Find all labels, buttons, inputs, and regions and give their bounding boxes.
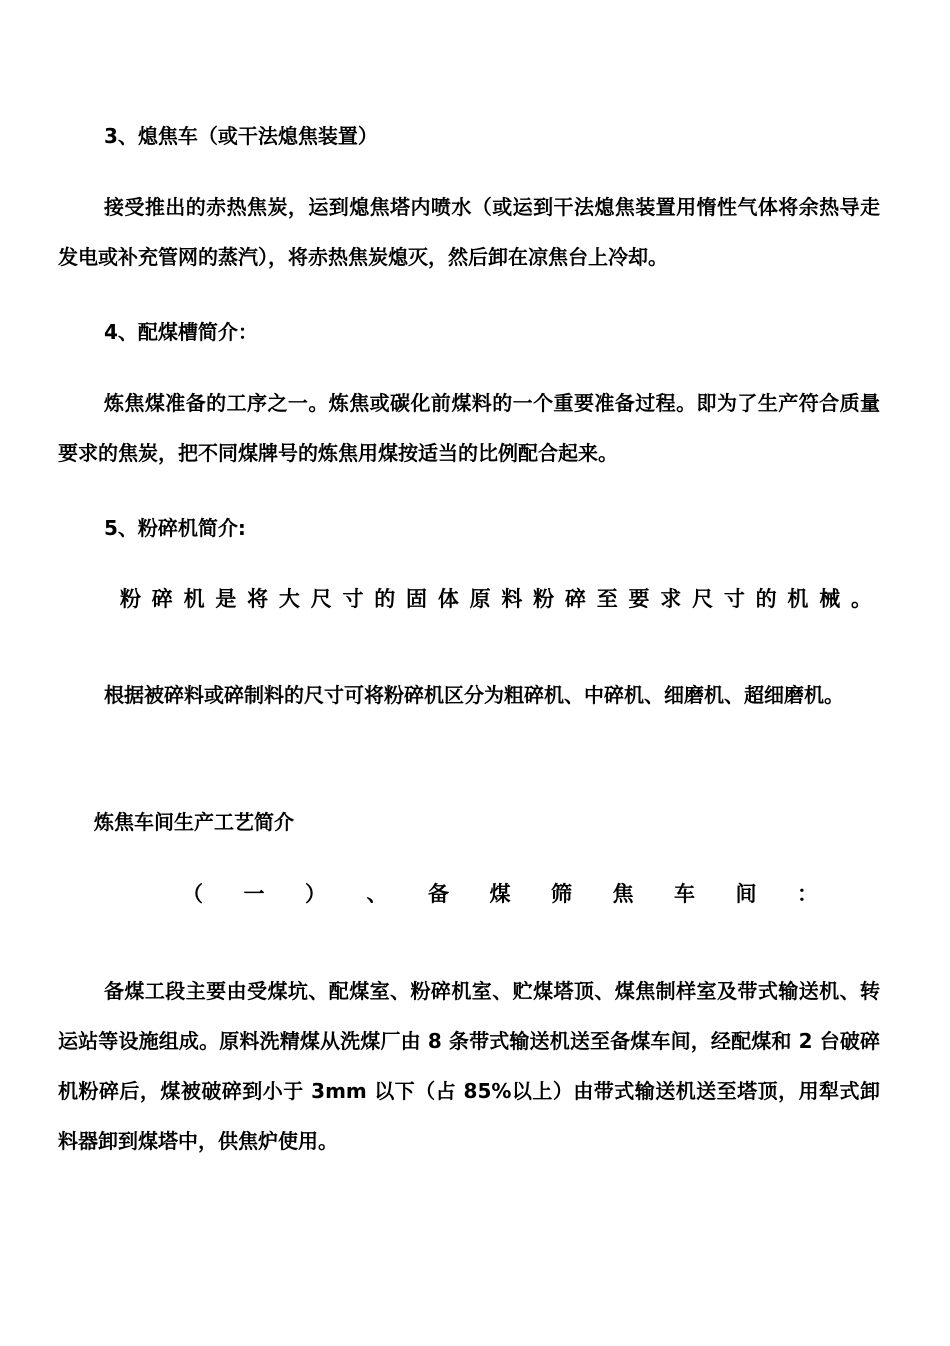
title-char: 备 <box>428 882 449 906</box>
title-char: 筛 <box>551 882 572 906</box>
title-char: 间 <box>735 882 757 906</box>
spread-char: 机 <box>787 587 809 611</box>
section-5-spread-line <box>120 583 872 613</box>
spread-char: 大 <box>278 587 300 611</box>
spread-char: 料 <box>501 587 523 611</box>
spread-char: 碎 <box>564 587 586 611</box>
title-char: 、 <box>366 882 388 906</box>
spread-char: 尺 <box>692 587 714 611</box>
spread-char: 是 <box>215 587 237 611</box>
spread-char: 寸 <box>723 587 745 611</box>
section-5-body: 根据被碎料或碎制料的尺寸可将粉碎机区分为粗碎机、中碎机、细磨机、超细磨机。 <box>104 683 844 707</box>
title-char: 煤 <box>489 882 511 906</box>
spread-char: 要 <box>628 587 650 611</box>
title-char: 焦 <box>612 882 634 906</box>
spread-char: 粉 <box>533 587 555 611</box>
spread-char: 体 <box>437 587 459 611</box>
spread-char: 尺 <box>310 587 332 611</box>
spread-char: 粉 <box>120 587 141 611</box>
spread-char: 的 <box>374 587 396 611</box>
title-char: 车 <box>674 882 695 906</box>
section-4-heading: 4、配煤槽简介： <box>104 320 258 344</box>
spread-char: 原 <box>469 587 491 611</box>
spread-char: 寸 <box>342 587 364 611</box>
spread-char: 机 <box>183 587 205 611</box>
spread-char: 的 <box>755 587 777 611</box>
spread-char: 求 <box>660 587 682 611</box>
spread-char: 固 <box>406 587 428 611</box>
title-char: 一 <box>243 882 265 906</box>
spread-char: 将 <box>247 587 269 611</box>
spread-char: 械 <box>819 587 841 611</box>
section-3-heading: 3、熄焦车（或干法熄焦装置） <box>104 124 378 148</box>
section-title: 炼焦车间生产工艺简介 <box>94 810 294 834</box>
subsection-title-line <box>182 878 818 908</box>
title-char: ： <box>797 882 818 906</box>
title-char: （ <box>182 882 203 906</box>
spread-char: 碎 <box>151 587 173 611</box>
section-5-heading: 5、粉碎机简介: <box>104 516 246 540</box>
section-4-body: 炼焦煤准备的工序之一。炼焦或碳化前煤料的一个重要准备过程。即为了生产符合质量要求的焦炭，把不同煤牌号的炼焦用煤按适当的比例配合起来。 <box>58 391 880 465</box>
spread-char: 。 <box>850 587 872 611</box>
spread-char: 至 <box>596 587 618 611</box>
title-char: ） <box>305 882 326 906</box>
subsection-body: 备煤工段主要由受煤坑、配煤室、粉碎机室、贮煤塔顶、煤焦制样室及带式输送机、转运站等设施组成。原料洗精煤从洗煤厂由 8 条带式输送机送至备煤车间，经配煤和 2 台破碎机粉碎后，煤被破碎到小于 3mm 以下（占 85%以上）由带式输送机送至塔顶，用犁式卸料器卸到煤塔中，供焦炉使用。 <box>58 979 880 1153</box>
section-3-body: 接受推出的赤热焦炭，运到熄焦塔内喷水（或运到干法熄焦装置用惰性气体将余热导走发电或补充管网的蒸汽），将赤热焦炭熄灭，然后卸在凉焦台上冷却。 <box>58 195 880 269</box>
